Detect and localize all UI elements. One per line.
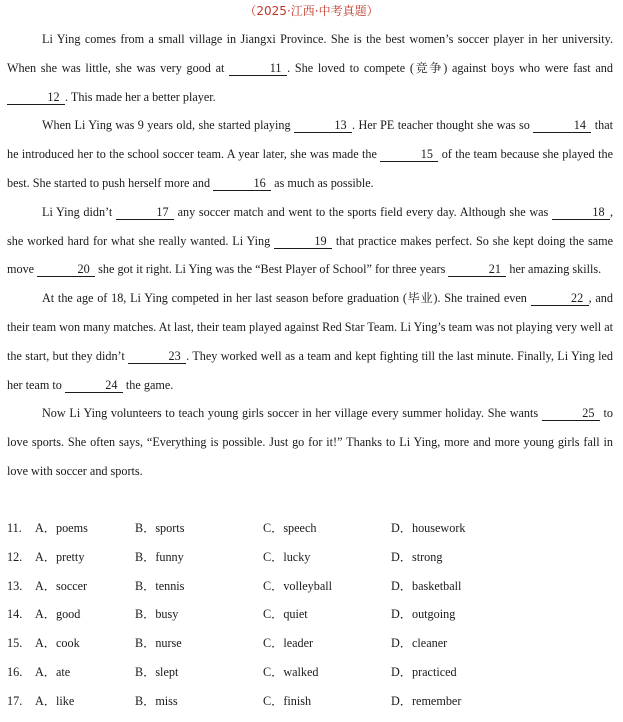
text: to love sports. She often says, “Everything is possible. Just go for it!” Thanks to Li Ying, more and more young girls fall in love with soccer and sports. [7, 406, 613, 478]
text: , and their team won many matches. At last, their team played against Red Star Team. Li Ying’s team was not playing very well at the start, but they didn’t [7, 291, 613, 363]
option-c: C．walked [263, 664, 319, 679]
question-number: 14. [7, 607, 23, 622]
paragraph-1 [7, 25, 613, 111]
text: At the age of 18, Li Ying competed in her last season before graduation (毕业). She trained even [42, 291, 531, 306]
text: Li Ying didn’t [42, 204, 116, 219]
question-row [7, 543, 613, 572]
option-d: D．housework [391, 521, 466, 535]
blank-20: 20 [37, 262, 95, 277]
question-number: 16. [7, 664, 23, 679]
option-b: B．slept [135, 664, 179, 679]
text: of the team because she played the best. She started to push herself more and [7, 147, 614, 190]
question-row [7, 514, 613, 543]
option-b: B．sports [135, 521, 185, 535]
option-c: C．speech [263, 521, 317, 535]
text: the game. [122, 377, 174, 392]
blank-18: 18 [552, 205, 610, 220]
blank-11: 11 [229, 61, 287, 76]
paragraph-2 [7, 111, 613, 197]
option-a: A．cook [35, 636, 80, 651]
text: When Li Ying was 9 years old, she started playing [42, 118, 294, 133]
option-a: A．good [35, 607, 81, 622]
option-d: D．practiced [391, 664, 457, 679]
cloze-passage [7, 25, 613, 486]
blank-24: 24 [65, 378, 123, 393]
text: . She loved to compete (竞争) against boys who were fast and [287, 60, 613, 75]
question-row [7, 687, 613, 716]
option-a: A．ate [35, 664, 71, 679]
text: any soccer match and went to the sports field every day. Although she was [173, 204, 552, 219]
question-row [7, 600, 613, 629]
text: . They worked well as a team and kept fighting till the last minute. Finally, Li Ying led her team to [7, 348, 613, 392]
option-b: B．funny [135, 549, 184, 564]
blank-14: 14 [533, 118, 591, 133]
text: as much as possible. [271, 175, 374, 190]
text: that he introduced her to the school soccer team. A year later, she was made the [7, 118, 614, 162]
option-b: B．tennis [135, 578, 185, 593]
blank-23: 23 [128, 349, 186, 364]
text: . Her PE teacher thought she was so [352, 118, 534, 133]
question-number: 12. [7, 549, 23, 564]
option-d: D．basketball [391, 578, 462, 593]
option-a: A．pretty [35, 549, 85, 564]
question-row [7, 572, 613, 601]
option-c: C．lucky [263, 549, 311, 564]
blank-21: 21 [448, 262, 506, 277]
option-a: A．like [35, 693, 75, 708]
blank-13: 13 [294, 118, 352, 133]
question-number: 13. [7, 578, 23, 593]
text: Now Li Ying volunteers to teach young girls soccer in her village every summer holiday. She wants [42, 406, 542, 421]
paragraph-5 [7, 399, 613, 485]
option-d: D．remember [391, 693, 462, 708]
blank-19: 19 [274, 234, 332, 249]
text: that practice makes perfect. So she kept doing the same move [7, 233, 613, 277]
blank-25: 25 [542, 406, 600, 421]
question-row [7, 629, 613, 658]
paragraph-3 [7, 198, 613, 284]
question-number: 15. [7, 636, 23, 651]
paragraph-4 [7, 284, 613, 399]
question-row [7, 658, 613, 687]
option-b: B．nurse [135, 636, 182, 651]
text: Li Ying comes from a small village in Jiangxi Province. She is the best women’s soccer player in her university. When she was little, she was very good at [7, 32, 613, 75]
text: . This made her a better player. [65, 89, 216, 104]
option-a: A．poems [35, 521, 88, 535]
text: , she worked hard for what she really wanted. Li Ying [7, 204, 613, 248]
question-number: 11. [7, 521, 22, 535]
option-d: D．strong [391, 549, 443, 564]
blank-15: 15 [380, 147, 438, 162]
option-a: A．soccer [35, 578, 88, 593]
option-c: C．volleyball [263, 578, 333, 593]
options-list [7, 514, 613, 716]
question-number: 17. [7, 693, 23, 708]
option-c: C．quiet [263, 607, 308, 622]
blank-12: 12 [7, 90, 65, 105]
source-label: （2025·江西·中考真题） [244, 4, 379, 18]
option-b: B．busy [135, 607, 179, 622]
blank-22: 22 [531, 291, 589, 306]
blank-16: 16 [213, 176, 271, 191]
option-c: C．finish [263, 693, 312, 708]
text: she got it right. Li Ying was the “Best Player of School” for three years [95, 262, 449, 277]
text: her amazing skills. [506, 262, 602, 277]
blank-17: 17 [116, 205, 174, 220]
option-b: B．miss [135, 693, 178, 708]
option-d: D．outgoing [391, 607, 456, 622]
option-d: D．cleaner [391, 636, 448, 651]
option-c: C．leader [263, 636, 314, 651]
